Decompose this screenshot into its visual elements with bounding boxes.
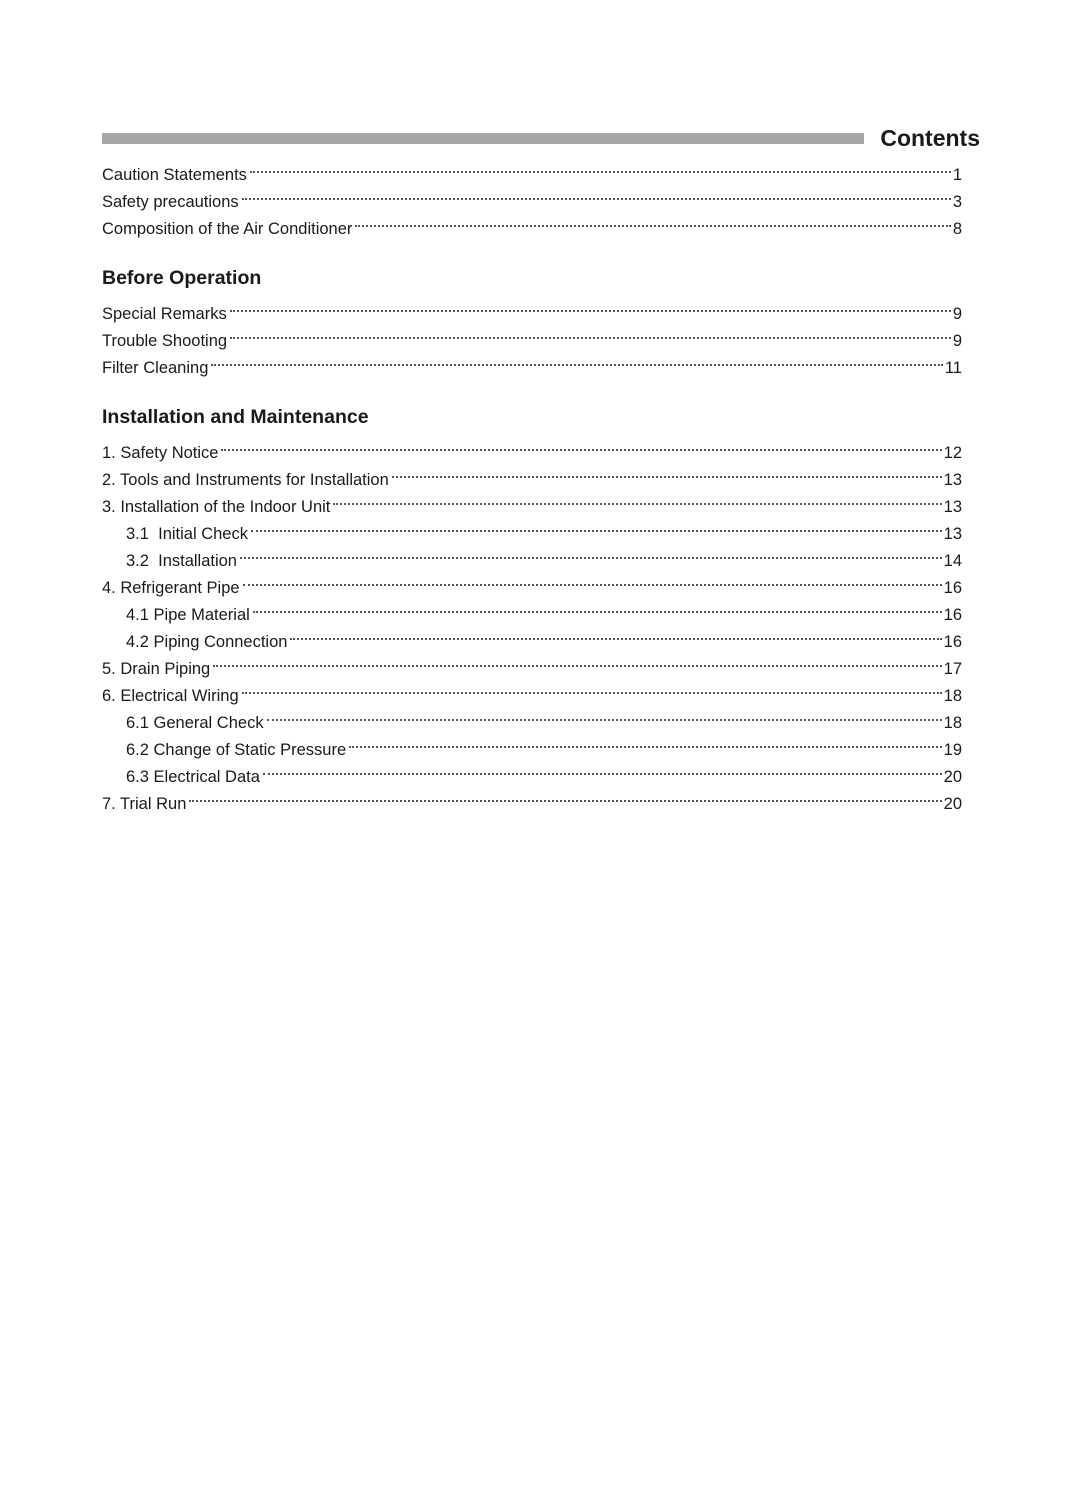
dot-leader <box>243 566 942 593</box>
dot-leader <box>189 782 941 809</box>
toc-entry[interactable] <box>102 674 962 705</box>
installation-toc-list <box>102 431 962 813</box>
toc-entry-label: 6.1 General Check <box>126 714 264 732</box>
dot-leader <box>267 701 942 728</box>
dot-leader <box>221 431 941 458</box>
dot-leader <box>242 674 942 701</box>
toc-entry[interactable] <box>102 153 962 184</box>
toc-entry-label: 3. Installation of the Indoor Unit <box>102 498 331 516</box>
toc-entry-page: 1 <box>952 166 962 184</box>
toc-entry-page: 18 <box>943 687 962 705</box>
toc-entry-label: Trouble Shooting <box>102 332 228 350</box>
header-rule <box>102 133 864 144</box>
dot-leader <box>349 728 942 755</box>
toc-entry-label: Safety precautions <box>102 193 239 211</box>
dot-leader <box>230 319 951 346</box>
toc-entry[interactable] <box>102 346 962 377</box>
toc-entry-label: 4. Refrigerant Pipe <box>102 579 240 597</box>
dot-leader <box>211 346 942 373</box>
toc-entry-label: 6.2 Change of Static Pressure <box>126 741 347 759</box>
dot-leader <box>250 153 951 180</box>
section-heading-before-operation: Before Operation <box>102 267 262 289</box>
toc-entry[interactable] <box>102 458 962 489</box>
toc-entry-page: 18 <box>943 714 962 732</box>
page-title: Contents <box>880 125 980 151</box>
toc-entry-page: 13 <box>943 498 962 516</box>
intro-toc-list <box>102 153 962 238</box>
dot-leader <box>240 539 942 566</box>
toc-entry-label: 5. Drain Piping <box>102 660 211 678</box>
toc-entry-page: 20 <box>943 795 962 813</box>
toc-entry[interactable] <box>102 319 962 350</box>
dot-leader <box>333 485 941 512</box>
toc-entry-page: 8 <box>952 220 962 238</box>
toc-entry-label: Filter Cleaning <box>102 359 209 377</box>
toc-entry-label: Composition of the Air Conditioner <box>102 220 353 238</box>
toc-entry-page: 16 <box>943 579 962 597</box>
toc-entry-label: 3.2 Installation <box>126 552 237 570</box>
toc-entry-page: 17 <box>943 660 962 678</box>
section-heading-installation: Installation and Maintenance <box>102 406 369 428</box>
toc-entry[interactable] <box>102 292 962 323</box>
toc-entry[interactable] <box>102 647 962 678</box>
toc-entry-page: 13 <box>943 471 962 489</box>
dot-leader <box>242 180 951 207</box>
toc-entry-page: 13 <box>943 525 962 543</box>
toc-entry-label: 7. Trial Run <box>102 795 187 813</box>
toc-entry-label: 1. Safety Notice <box>102 444 219 462</box>
toc-entry-page: 11 <box>944 359 962 377</box>
toc-entry-page: 12 <box>943 444 962 462</box>
dot-leader <box>263 755 942 782</box>
dot-leader <box>251 512 942 539</box>
dot-leader <box>355 207 950 234</box>
toc-entry-label: 4.2 Piping Connection <box>126 633 288 651</box>
contents-header <box>102 124 980 154</box>
toc-entry-label: 6.3 Electrical Data <box>126 768 260 786</box>
toc-entry-label: Caution Statements <box>102 166 247 184</box>
before-operation-toc-list <box>102 292 962 377</box>
toc-entry-page: 16 <box>943 633 962 651</box>
toc-entry-label: Special Remarks <box>102 305 227 323</box>
toc-entry-page: 9 <box>952 305 962 323</box>
dot-leader <box>230 292 951 319</box>
toc-entry[interactable] <box>102 431 962 462</box>
toc-entry-label: 3.1 Initial Check <box>126 525 248 543</box>
toc-entry-page: 3 <box>952 193 962 211</box>
dot-leader <box>392 458 942 485</box>
toc-entry-label: 4.1 Pipe Material <box>126 606 250 624</box>
toc-entry-label: 2. Tools and Instruments for Installation <box>102 471 389 489</box>
dot-leader <box>213 647 941 674</box>
toc-entry-page: 14 <box>943 552 962 570</box>
toc-entry-page: 20 <box>943 768 962 786</box>
toc-entry-page: 19 <box>943 741 962 759</box>
toc-entry[interactable] <box>102 782 962 813</box>
toc-entry-label: 6. Electrical Wiring <box>102 687 239 705</box>
dot-leader <box>290 620 941 647</box>
dot-leader <box>253 593 942 620</box>
toc-entry-page: 9 <box>952 332 962 350</box>
toc-entry-page: 16 <box>943 606 962 624</box>
